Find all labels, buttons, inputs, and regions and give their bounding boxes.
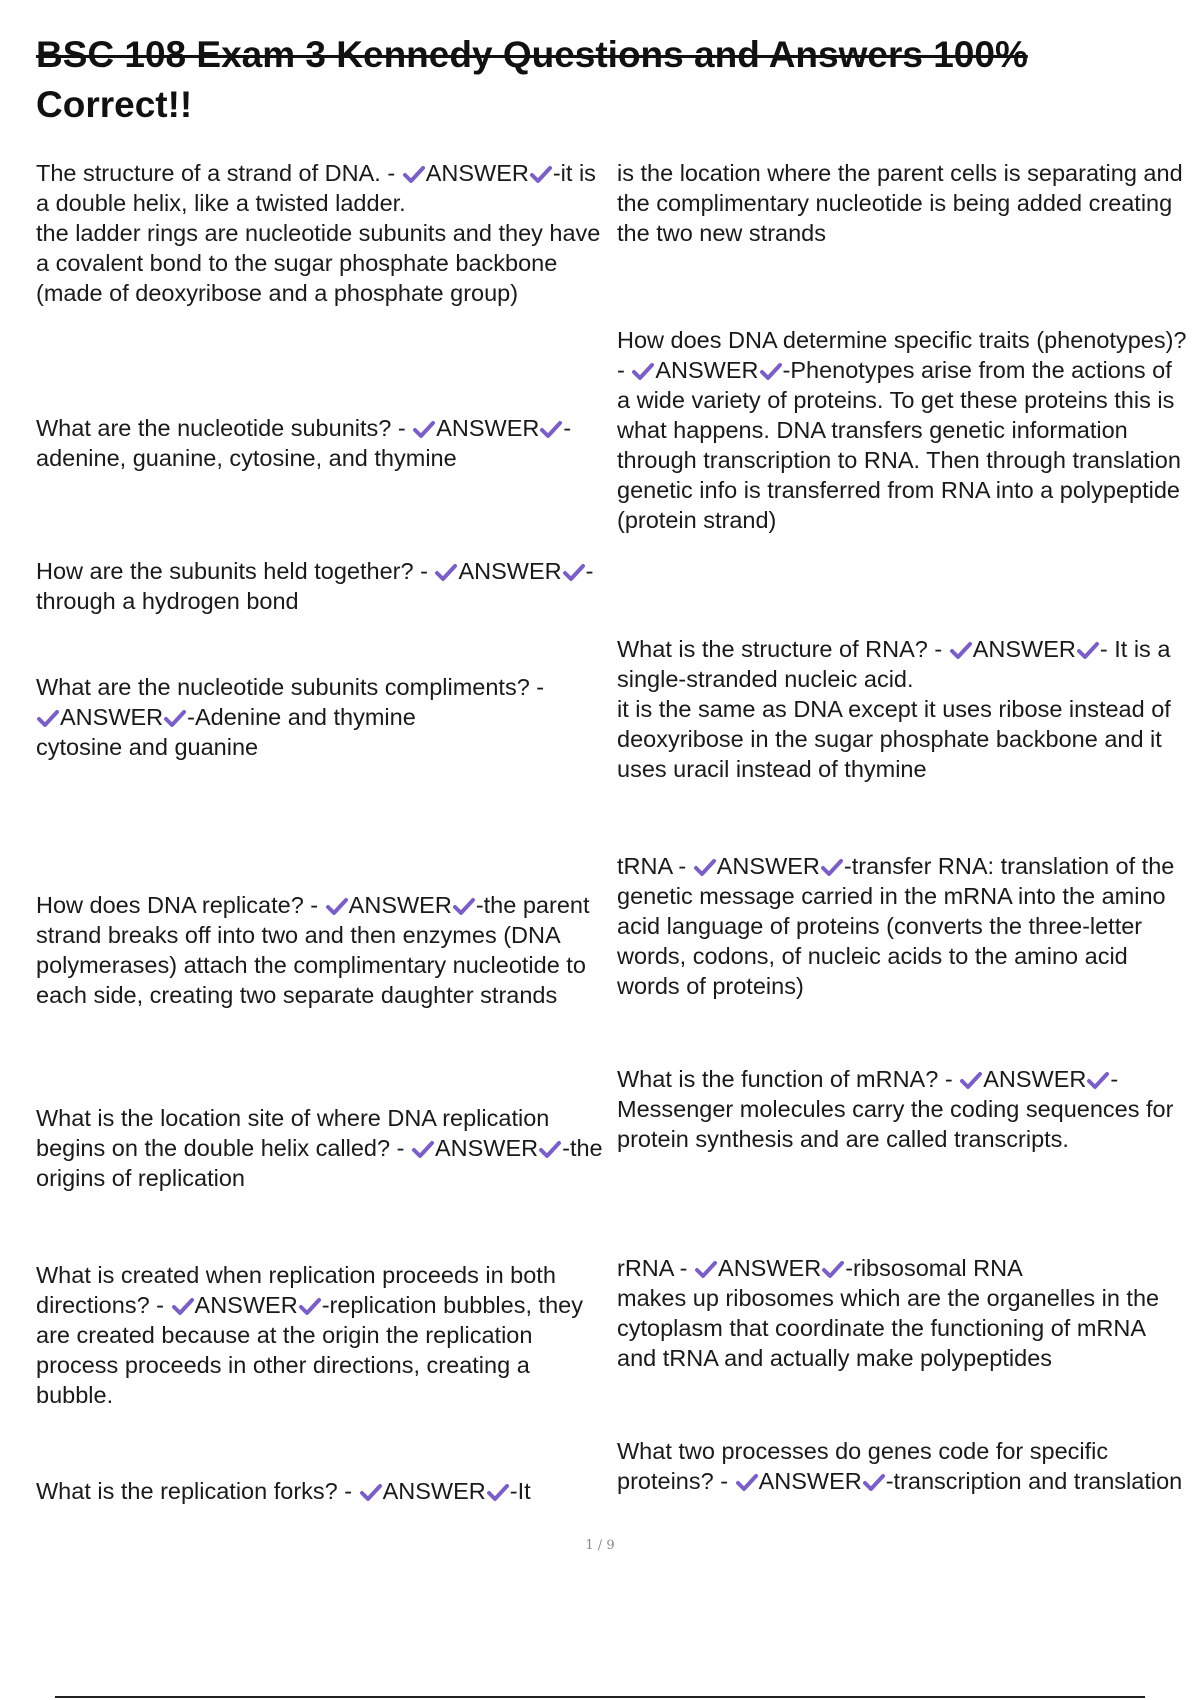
qa-text — [36, 413, 604, 473]
qa-item — [36, 890, 604, 1010]
qa-text — [36, 556, 604, 616]
check-icon — [36, 708, 60, 728]
qa-text — [36, 1103, 604, 1193]
qa-item — [617, 851, 1187, 1001]
qa-text — [36, 1260, 604, 1410]
answer-text: -It — [509, 1478, 531, 1504]
question-text: What are the nucleotide subunits? - — [36, 415, 406, 441]
title-rest-text: Correct!! — [36, 84, 193, 125]
question-text: What two processes do genes code for specific proteins? - — [617, 1438, 1109, 1494]
answer-label: ANSWER — [983, 1066, 1087, 1092]
question-text: How does DNA determine specific traits (phenotypes)? - — [617, 327, 1187, 383]
document-title — [36, 30, 1176, 130]
check-icon — [452, 896, 476, 916]
answer-label: ANSWER — [348, 892, 452, 918]
check-icon — [1086, 1070, 1110, 1090]
qa-item — [617, 1436, 1187, 1496]
answer-label: ANSWER — [425, 160, 529, 186]
qa-item — [617, 1253, 1187, 1373]
check-icon — [862, 1472, 886, 1492]
answer-label: ANSWER — [382, 1478, 486, 1504]
question-text: What is the replication forks? - — [36, 1478, 353, 1504]
answer-text: -Adenine and thymine — [187, 704, 416, 730]
question-text: The structure of a strand of DNA. - — [36, 160, 396, 186]
answer-text: -ribsosomal RNA — [845, 1255, 1023, 1281]
check-icon — [411, 1139, 435, 1159]
page-number: 1 / 9 — [585, 1538, 615, 1553]
check-icon — [359, 1482, 383, 1502]
answer-label: ANSWER — [758, 1468, 862, 1494]
qa-text — [36, 158, 604, 218]
question-text: How does DNA replicate? - — [36, 892, 319, 918]
qa-text — [617, 1064, 1187, 1154]
question-text: rRNA - — [617, 1255, 688, 1281]
check-icon — [821, 1259, 845, 1279]
check-icon — [631, 361, 655, 381]
check-icon — [434, 562, 458, 582]
question-text: What is the location site of where DNA replication begins on the double helix called? - — [36, 1105, 550, 1161]
check-icon — [693, 857, 717, 877]
qa-text — [617, 1253, 1187, 1283]
question-text: What is created when replication proceeds in both directions? - — [36, 1262, 556, 1318]
qa-text — [617, 634, 1187, 694]
answer-text: -it is a double helix, like a twisted ladder. — [36, 160, 596, 216]
answer-label: ANSWER — [716, 853, 820, 879]
answer-continuation: is the location where the parent cells is separating and the complimentary nucleotide is being added creating the two new strands — [617, 160, 1183, 246]
answer-text: -the parent strand breaks off into two and then enzymes (DNA polymerases) attach the complimentary nucleotide to each side, creating two separate daughter strands — [36, 892, 590, 1008]
answer-label: ANSWER — [194, 1292, 298, 1318]
qa-item — [617, 1064, 1187, 1154]
answer-text: -Messenger molecules carry the coding sequences for protein synthesis and are called transcripts. — [617, 1066, 1174, 1152]
qa-item — [36, 672, 604, 762]
answer-label: ANSWER — [972, 636, 1076, 662]
qa-item — [36, 556, 604, 616]
answer-text: - It is a single-stranded nucleic acid. — [617, 636, 1171, 692]
answer-text: -the origins of replication — [36, 1135, 603, 1191]
qa-text — [36, 672, 604, 732]
answer-continuation: it is the same as DNA except it uses ribose instead of deoxyribose in the sugar phosphate backbone and it uses uracil instead of thymine — [617, 696, 1171, 782]
qa-item — [36, 1103, 604, 1193]
answer-text: -replication bubbles, they are created because at the origin the replication process proceeds in other directions, creating a bubble. — [36, 1292, 583, 1408]
check-icon — [402, 164, 426, 184]
check-icon — [412, 419, 436, 439]
answer-label: ANSWER — [436, 415, 540, 441]
qa-text — [617, 325, 1187, 535]
footer-divider — [55, 1696, 1145, 1698]
check-icon — [486, 1482, 510, 1502]
check-icon — [298, 1296, 322, 1316]
answer-text: -transcription and translation — [885, 1468, 1183, 1494]
question-text: How are the subunits held together? - — [36, 558, 428, 584]
check-icon — [163, 708, 187, 728]
answer-label: ANSWER — [60, 704, 164, 730]
qa-item — [36, 1476, 604, 1506]
answer-text: -adenine, guanine, cytosine, and thymine — [36, 415, 572, 471]
qa-text — [36, 1476, 604, 1506]
answer-continuation: makes up ribosomes which are the organelles in the cytoplasm that coordinate the functioning of mRNA and tRNA and actually make polypeptides — [617, 1285, 1160, 1371]
answer-label: ANSWER — [458, 558, 562, 584]
answer-label: ANSWER — [434, 1135, 539, 1161]
answer-text: -Phenotypes arise from the actions of a wide variety of proteins. To get these proteins this is what happens. DNA transfers genetic information through transcription to RNA. Then through translation genetic info is transferred from RNA into a polypeptide (protein strand) — [617, 357, 1181, 533]
answer-text: -transfer RNA: translation of the genetic message carried in the mRNA into the amino acid language of proteins (converts the three-letter words, codons, of nucleic acids to the amino acid words of proteins) — [617, 853, 1175, 999]
answer-label: ANSWER — [655, 357, 759, 383]
qa-item-continuation — [617, 158, 1187, 248]
question-text: What is the structure of RNA? - — [617, 636, 943, 662]
check-icon — [562, 562, 586, 582]
answer-label: ANSWER — [718, 1255, 822, 1281]
answer-continuation: cytosine and guanine — [36, 734, 259, 760]
check-icon — [949, 640, 973, 660]
qa-text — [617, 851, 1187, 1001]
check-icon — [959, 1070, 983, 1090]
check-icon — [694, 1259, 718, 1279]
qa-text — [617, 1436, 1187, 1496]
question-text: tRNA - — [617, 853, 687, 879]
qa-item — [617, 325, 1187, 535]
qa-item — [36, 1260, 604, 1410]
qa-item — [36, 413, 604, 473]
check-icon — [171, 1296, 195, 1316]
question-text: What are the nucleotide subunits compliments? - — [36, 674, 545, 700]
check-icon — [529, 164, 553, 184]
answer-continuation: the ladder rings are nucleotide subunits and they have a covalent bond to the sugar phosphate backbone (made of deoxyribose and a phosphate group) — [36, 220, 601, 306]
check-icon — [820, 857, 844, 877]
check-icon — [539, 419, 563, 439]
check-icon — [735, 1472, 759, 1492]
check-icon — [325, 896, 349, 916]
answer-text: -through a hydrogen bond — [36, 558, 594, 614]
check-icon — [759, 361, 783, 381]
qa-item — [617, 634, 1187, 784]
qa-text — [36, 890, 604, 1010]
title-struck-text: BSC 108 Exam 3 Kennedy Questions and Answers 100% — [36, 34, 1028, 75]
qa-item — [36, 158, 604, 308]
check-icon — [1076, 640, 1100, 660]
question-text: What is the function of mRNA? - — [617, 1066, 953, 1092]
check-icon — [538, 1139, 562, 1159]
